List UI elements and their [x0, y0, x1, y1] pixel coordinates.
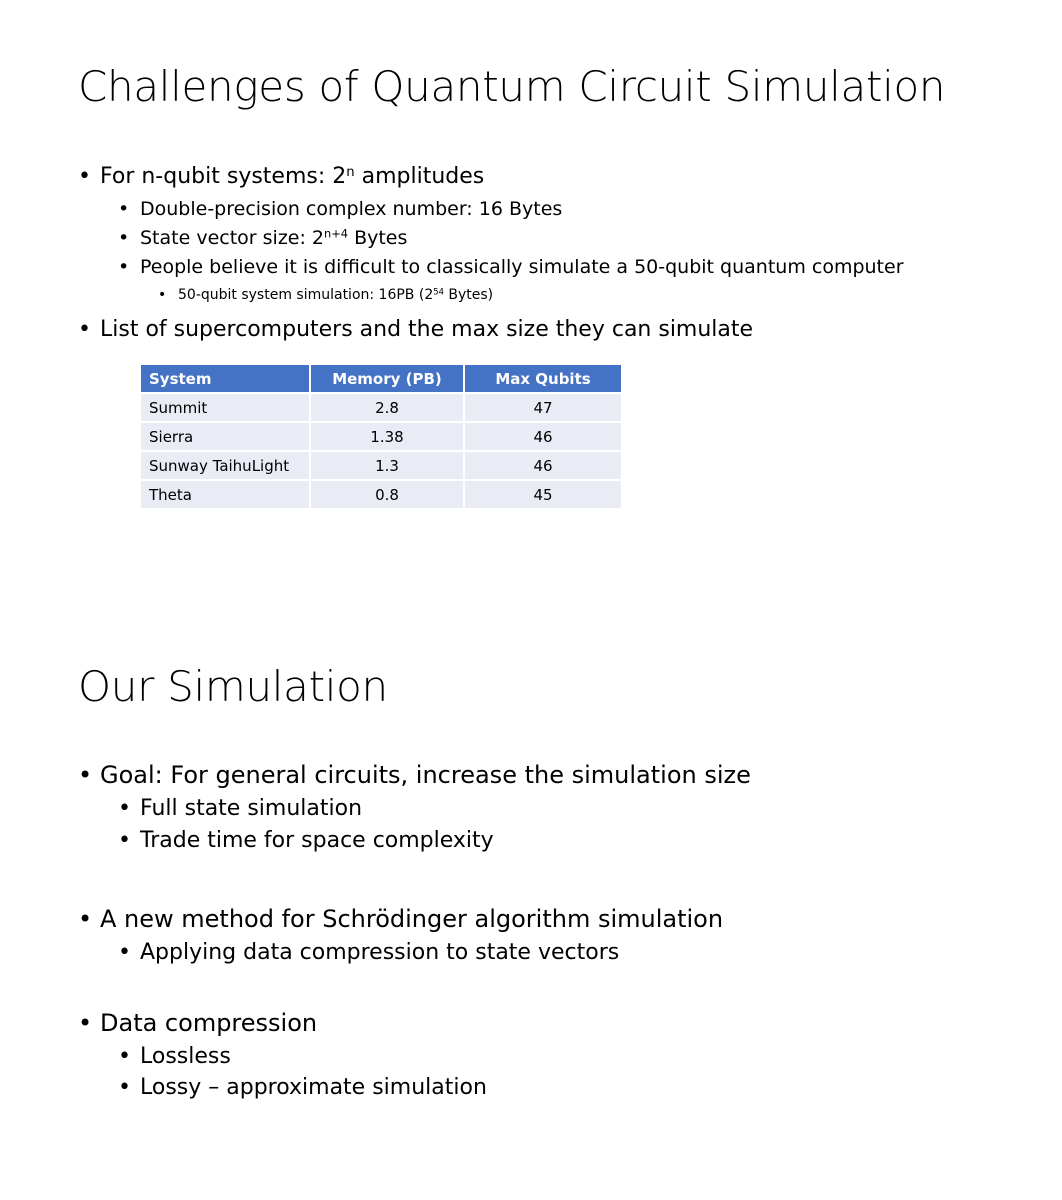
bullet-goal: • Goal: For general circuits, increase the simulation size — [78, 761, 751, 789]
supercomputer-table — [141, 365, 621, 508]
subsub-bullet-50-qubit: • 50-qubit system simulation: 16PB ($2^{54}$ Bytes) — [158, 286, 494, 303]
sub-bullet-double-precision: • Double-precision complex number: 16 Bytes — [118, 198, 563, 220]
cell-system: Sunway TaihuLight — [141, 451, 310, 480]
bullet-dot: • — [118, 227, 130, 249]
table-header-row — [141, 365, 621, 393]
cell-memory: 1.38 — [310, 422, 464, 451]
cell-system: Sierra — [141, 422, 310, 451]
bullet-dot: • — [118, 796, 131, 821]
cell-memory: 2.8 — [310, 393, 464, 422]
cell-qubits: 46 — [464, 422, 621, 451]
slide1-title: Challenges of Quantum Circuit Simulation — [78, 62, 946, 111]
bullet-dot: • — [78, 1009, 93, 1037]
cell-qubits: 47 — [464, 393, 621, 422]
bullet-dot: • — [78, 164, 91, 189]
header-system: System — [141, 365, 310, 393]
bullet-dot: • — [118, 198, 130, 220]
sub-bullet-lossless: • Lossless — [118, 1044, 231, 1069]
sub-bullet-applying-compression: • Applying data compression to state vectors — [118, 940, 620, 965]
cell-memory: 0.8 — [310, 480, 464, 508]
bullet-dot: • — [118, 1044, 131, 1069]
bullet-dot: • — [158, 287, 167, 303]
sub-bullet-trade-time: • Trade time for space complexity — [118, 828, 494, 853]
table-row — [141, 422, 621, 451]
bullet-new-method: • A new method for Schrödinger algorithm simulation — [78, 905, 724, 933]
bullet-data-compression: • Data compression — [78, 1009, 318, 1037]
table-row — [141, 393, 621, 422]
bullet-n-qubit: • For n-qubit systems: 2$^n$ amplitudes — [78, 164, 485, 189]
header-memory: Memory (PB) — [310, 365, 464, 393]
bullet-dot: • — [78, 761, 93, 789]
table-row — [141, 480, 621, 508]
cell-system: Summit — [141, 393, 310, 422]
bullet-dot: • — [118, 256, 130, 278]
cell-qubits: 45 — [464, 480, 621, 508]
sub-bullet-full-state: • Full state simulation — [118, 796, 363, 821]
cell-memory: 1.3 — [310, 451, 464, 480]
header-max-qubits: Max Qubits — [464, 365, 621, 393]
bullet-dot: • — [118, 940, 131, 965]
bullet-dot: • — [78, 317, 91, 342]
bullet-dot: • — [118, 1075, 131, 1100]
sub-bullet-lossy: • Lossy – approximate simulation — [118, 1075, 487, 1100]
bullet-supercomputers: • List of supercomputers and the max size they can simulate — [78, 317, 754, 342]
bullet-dot: • — [118, 828, 131, 853]
cell-system: Theta — [141, 480, 310, 508]
bullet-dot: • — [78, 905, 93, 933]
sub-bullet-people-believe: • People believe it is difficult to classically simulate a 50-qubit quantum computer — [118, 256, 904, 278]
table-row — [141, 451, 621, 480]
slide2-title: Our Simulation — [78, 662, 388, 711]
cell-qubits: 46 — [464, 451, 621, 480]
sub-bullet-state-vector: • State vector size: $2^{n+4}$ Bytes — [118, 226, 408, 249]
